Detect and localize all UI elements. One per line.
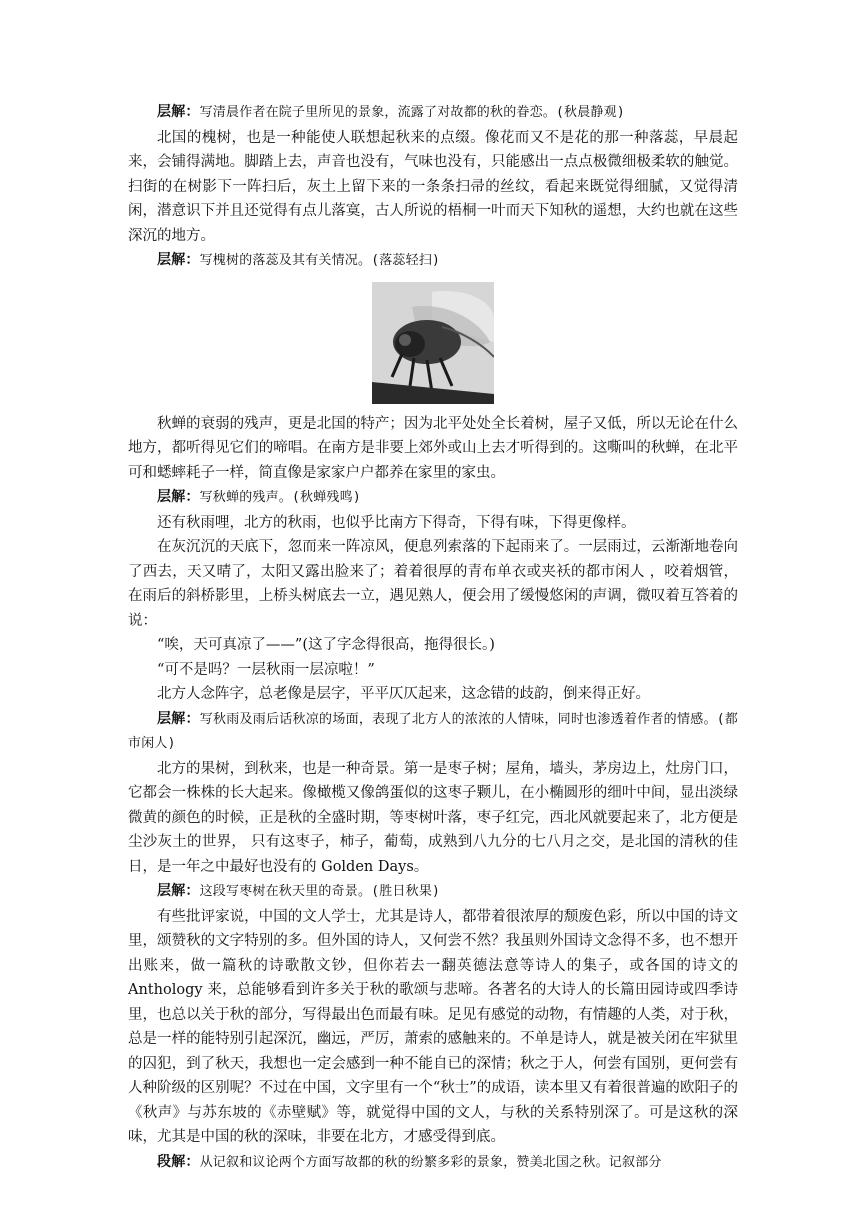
document-page [128,100,738,1175]
paragraph-fruit-trees: 北方的果树，到秋来，也是一种奇景。第一是枣子树；屋角，墙头，茅房边上，灶房门口，它都会一株株的长大起来。像橄榄又像鸽蛋似的这枣子颗儿，在小椭圆形的细叶中间，显出淡绿微黄的颜色的时候，正是秋的全盛时期，等枣树叶落，枣子红完，西北风就要起来了，北方便是尘沙灰土的世界， 只有这枣子，柿子，葡萄，成熟到八九分的七八月之交，是北国的清秋的佳日，是一年之中最好也没有的 Golden Days。 [128,760,738,875]
annotation-label: 层解： [157,710,200,727]
cicada-photo [372,282,494,404]
annotation-label: 层解： [157,252,200,268]
annotation-6 [128,1150,738,1176]
annotation-5 [128,879,738,905]
annotation-text: 这段写枣树在秋天里的奇景。(胜日秋果) [199,884,441,899]
paragraph-autumn-rain: 在灰沉沉的天底下，忽而来一阵凉风，便息列索落的下起雨来了。一层雨过，云渐渐地卷向了西去，天又晴了，太阳又露出脸来了；着着很厚的青布单衣或夹袄的都市闲人 ，咬着烟管，在雨后的斜桥影里，上桥头树底去一立，遇见熟人，便会用了缓慢悠闲的声调，微叹着互答着的说： [128,539,738,629]
annotation-text: 写秋雨及雨后话秋凉的场面，表现了北方人的浓浓的人情味，同时也渗透着作者的情感。(都市闲人) [128,711,738,751]
annotation-text: 写槐树的落蕊及其有关情况。(落蕊轻扫) [199,253,441,268]
annotation-label: 段解： [157,1153,200,1170]
paragraph-autumn-rain-intro: 还有秋雨哩，北方的秋雨，也似乎比南方下得奇，下得有味，下得更像样。 [157,514,636,531]
annotation-label: 层解： [157,489,200,505]
dialog-line-1: “唉，天可真凉了——”(这了字念得很高，拖得很长。) [157,637,495,653]
cicada-image [372,282,494,404]
dialog-line-2: “可不是吗？一层秋雨一层凉啦！” [157,661,375,678]
annotation-label: 层解： [157,104,200,120]
annotation-1 [128,100,738,126]
paragraph-cicada: 秋蝉的衰弱的残声，更是北国的特产；因为北平处处全长着树，屋子又低，所以无论在什么地方，都听得见它们的啼唱。在南方是非要上郊外或山上去才听得到的。这嘶叫的秋蝉，在北平可和蟋蟀耗子一样，简直像是家家户户都养在家里的家虫。 [128,415,738,481]
annotation-4 [128,707,738,757]
paragraph-pronunciation: 北方人念阵字，总老像是层字，平平仄仄起来，这念错的歧韵，倒来得正好。 [157,686,650,702]
annotation-label: 层解： [157,883,200,899]
annotation-2 [128,248,738,274]
paragraph-locust-tree: 北国的槐树，也是一种能使人联想起秋来的点缀。像花而又不是花的那一种落蕊，早晨起来，会铺得满地。脚踏上去，声音也没有，气味也没有，只能感出一点点极微细极柔软的触觉。扫街的在树影下一阵扫后，灰土上留下来的一条条扫帚的丝纹，看起来既觉得细腻，又觉得清闲，潜意识下并且还觉得有点儿落寞，古人所说的梧桐一叶而天下知秋的遥想，大约也就在这些深沉的地方。 [128,129,738,244]
annotation-text: 从记叙和议论两个方面写故都的秋的纷繁多彩的景象，赞美北国之秋。记叙部分 [199,1154,662,1170]
paragraph-poets-autumn: 有些批评家说，中国的文人学士，尤其是诗人，都带着很浓厚的颓废色彩，所以中国的诗文里，颂赞秋的文字特别的多。但外国的诗人，又何尝不然？我虽则外国诗文念得不多，也不想开出账来，做一篇秋的诗歌散文钞，但你若去一翻英德法意等诗人的集子，或各国的诗文的 Anthology 来，总能够看到许多关于秋的歌颂与悲啼。各著名的大诗人的长篇田园诗或四季诗里，也总以关于秋的部分，写得最出色而最有味。足见有感觉的动物，有情趣的人类，对于秋，总是一样的能特别引起深沉，幽远，严厉，萧索的感触来的。不单是诗人，就是被关闭在牢狱里的囚犯，到了秋天，我想也一定会感到一种不能自已的深情；秋之于人，何尝有国别，更何尝有人种阶级的区别呢？不过在中国，文字里有一个“秋士”的成语，读本里又有着很普遍的欧阳子的《秋声》与苏东坡的《赤壁赋》等，就觉得中国的文人，与秋的关系特别深了。可是这秋的深味，尤其是中国的秋的深味，非要在北方，才感受得到底。 [128,908,738,1145]
annotation-3 [128,485,738,511]
annotation-text: 写秋蝉的残声。(秋蝉残鸣) [199,490,361,505]
annotation-text: 写清晨作者在院子里所见的景象，流露了对故都的秋的眷恋。(秋晨静观) [199,105,625,120]
